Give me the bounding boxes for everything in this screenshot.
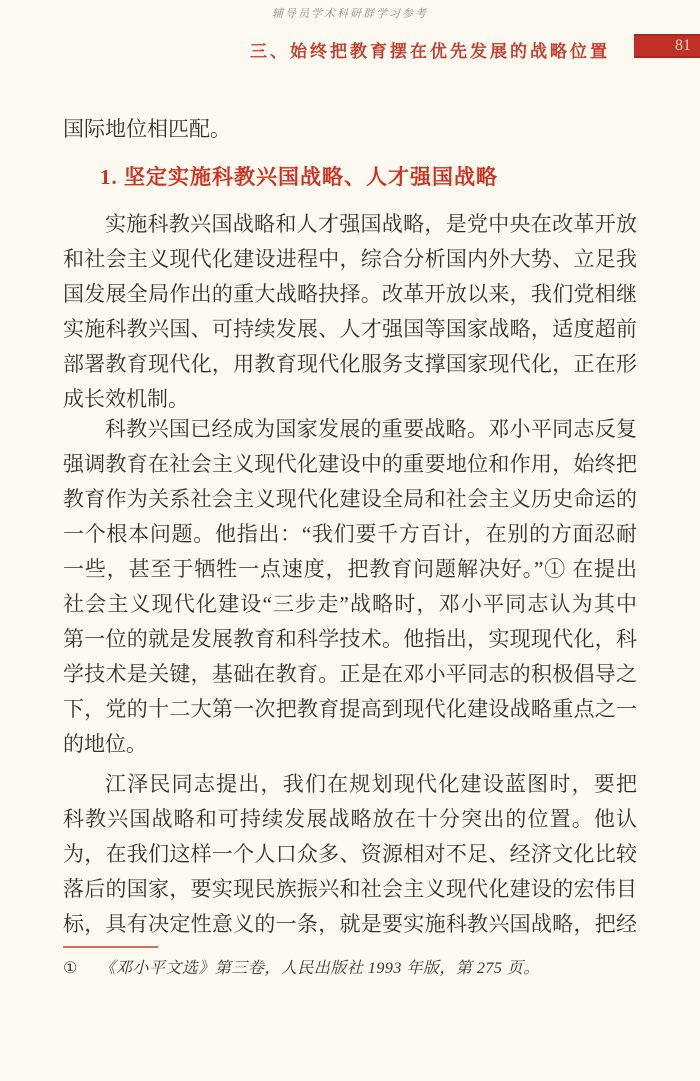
section-heading: 1. 坚定实施科教兴国战略、人才强国战略 [100,165,498,189]
text-line: 科教兴国已经成为国家发展的重要战略。邓小平同志反复 [105,417,637,441]
watermark-text: 辅导员学术科研群学习参考 [272,8,428,20]
text-line: 科教兴国战略和可持续发展战略放在十分突出的位置。他认 [63,807,637,831]
text-line: 第一位的就是发展教育和科学技术。他指出，实现现代化，科 [63,627,637,651]
text-line: 部署教育现代化，用教育现代化服务支撑国家现代化，正在形 [63,352,637,376]
text-line: 为，在我们这样一个人口众多、资源相对不足、经济文化比较 [63,842,637,866]
text-line: 下，党的十二大第一次把教育提高到现代化建设战略重点之一 [63,697,637,721]
body-text-column [63,0,637,1081]
paragraph-3 [63,767,637,942]
text-line: 和社会主义现代化建设进程中，综合分析国内外大势、立足我 [63,247,637,271]
carryover-line: 国际地位相匹配。 [63,117,231,141]
chapter-header-title: 三、始终把教育摆在优先发展的战略位置 [250,42,610,61]
text-line: 江泽民同志提出，我们在规划现代化建设蓝图时，要把 [105,772,637,796]
paragraph-2 [63,412,637,762]
text-line: 教育作为关系社会主义现代化建设全局和社会主义历史命运的 [63,487,637,511]
text-line: 实施科教兴国、可持续发展、人才强国等国家战略，适度超前 [63,317,637,341]
footnote [63,957,637,981]
text-line: 实施科教兴国战略和人才强国战略，是党中央在改革开放 [105,212,637,236]
text-line: 成长效机制。 [63,387,189,411]
footnote-separator-rule [63,946,158,948]
page-number: 81 [675,37,691,54]
text-line: 国发展全局作出的重大战略抉择。改革开放以来，我们党相继 [63,282,637,306]
text-line: 一个根本问题。他指出：“我们要千方百计，在别的方面忍耐 [63,522,637,546]
footnote-marker: ① [63,960,78,977]
page-number-badge [634,34,700,58]
text-line-with-footnote-ref: 一些，甚至于牺牲一点速度，把教育问题解决好。”① 在提出 [63,557,637,581]
paragraph-1 [63,207,637,417]
text-line: 落后的国家，要实现民族振兴和社会主义现代化建设的宏伟目 [63,877,637,901]
text-line: 学技术是关键，基础在教育。正是在邓小平同志的积极倡导之 [63,662,637,686]
text-line: 标，具有决定性意义的一条，就是要实施科教兴国战略，把经 [63,912,637,936]
footnote-text: 《邓小平文选》第三卷，人民出版社 1993 年版，第 275 页。 [99,960,540,977]
text-line: 社会主义现代化建设“三步走”战略时，邓小平同志认为其中 [63,592,637,616]
text-line: 的地位。 [63,732,147,756]
text-line: 强调教育在社会主义现代化建设中的重要地位和作用，始终把 [63,452,637,476]
